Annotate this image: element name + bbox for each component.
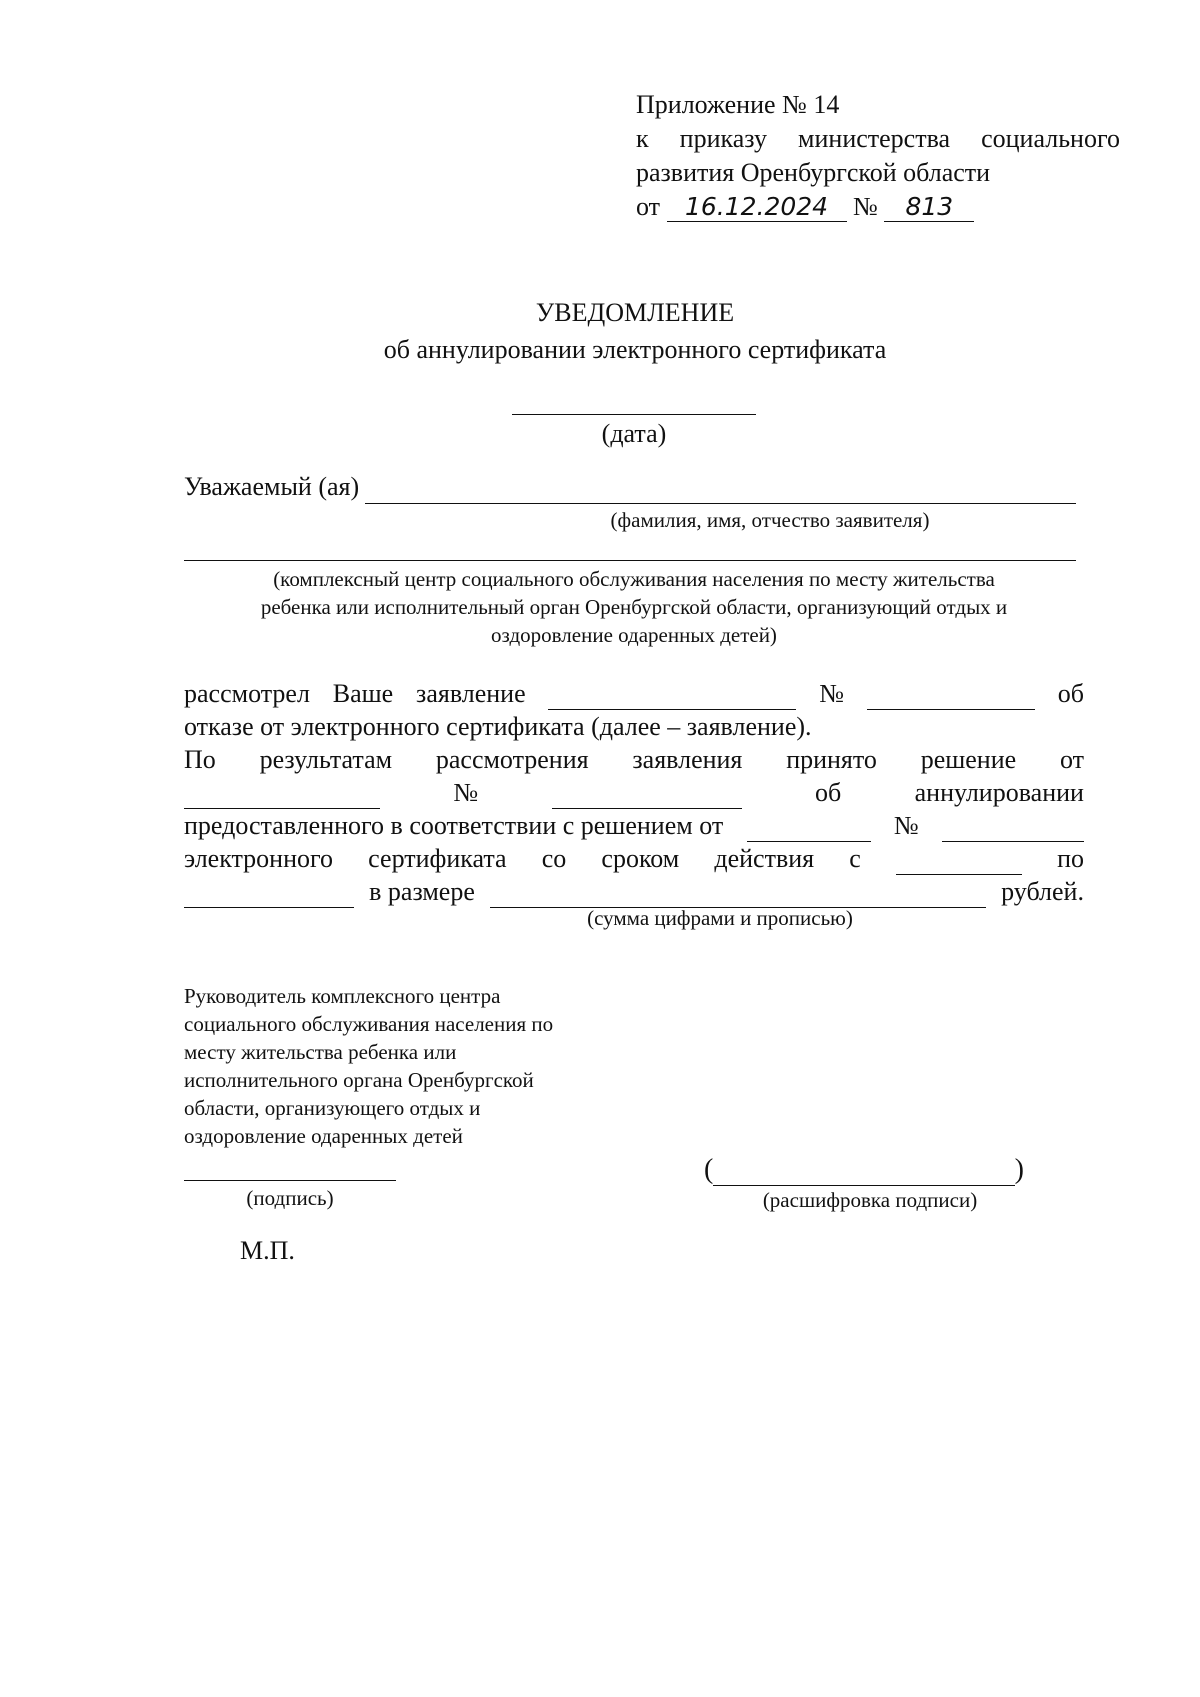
signer-title: Руководитель комплексного центра социального обслуживания населения по месту жительства ребенка или исполнительного органа Оренбургской области, организующего отдых и оздоровление одаренных детей [184,984,554,1148]
appendix-ministry-line: развития Оренбургской области [636,158,991,187]
document-subtitle: об аннулировании электронного сертификата [383,335,887,364]
greeting-line [184,470,1076,504]
amount-hint: (сумма цифрами и прописью) [587,906,853,930]
notice-body [184,677,1084,908]
validity-end-field[interactable] [184,883,354,908]
body-line-1: рассмотрел Ваше заявление № об [184,679,1084,708]
organization-hint-line1: (комплексный центр социального обслуживания населения по месту жительства [273,567,995,591]
body-line-6: электронного сертификата со сроком действия с по [184,844,1084,873]
appendix-number: Приложение № 14 [636,90,840,119]
signature-field[interactable] [184,1160,396,1181]
appendix-order-line: к приказу министерства социального [636,124,1120,153]
appendix-date-line [636,190,1120,224]
date-hint: (дата) [601,419,667,448]
organization-hint-line2: ребенка или исполнительный орган Оренбургской области, организующий отдых и [260,595,1008,619]
signature-decode-hint: (расшифровка подписи) [762,1188,978,1212]
body-line-4: № об аннулировании [184,776,1084,809]
date-field[interactable] [512,388,756,415]
body-line-5: предоставленного в соответствии с решением от № [184,809,1084,842]
organization-hint-line3: оздоровление одаренных детей) [491,623,777,647]
appendix-header [636,88,1120,224]
decision-number-field[interactable] [552,784,742,809]
applicant-name-hint: (фамилия, имя, отчество заявителя) [610,508,930,532]
body-line-7: в размере рублей. [184,875,1084,908]
body-line-2: отказе от электронного сертификата (далее – заявление). [184,712,812,741]
applicant-name-field[interactable] [365,479,1076,504]
organization-field[interactable] [184,534,1076,561]
grant-decision-number-field[interactable] [942,817,1084,842]
validity-start-field[interactable] [896,850,1022,875]
order-number-handwritten: 813 [884,193,974,222]
decision-date-field[interactable] [184,784,380,809]
grant-decision-date-field[interactable] [747,817,871,842]
signature-hint: (подпись) [246,1186,334,1210]
signature-decode-line: ( ) [704,1154,1024,1185]
stamp-place: М.П. [240,1236,295,1265]
organization-hint [184,565,1084,649]
greeting-label: Уважаемый (ая) [184,472,360,501]
from-label: от [636,192,661,221]
order-date-handwritten: 16.12.2024 [667,193,847,222]
application-date-field[interactable] [548,685,796,710]
application-number-field[interactable] [867,685,1035,710]
signature-decode-field[interactable] [713,1161,1014,1186]
document-title: УВЕДОМЛЕНИЕ [535,298,735,327]
body-line-3: По результатам рассмотрения заявления принято решение от [184,745,1084,774]
number-label: № [853,192,878,221]
